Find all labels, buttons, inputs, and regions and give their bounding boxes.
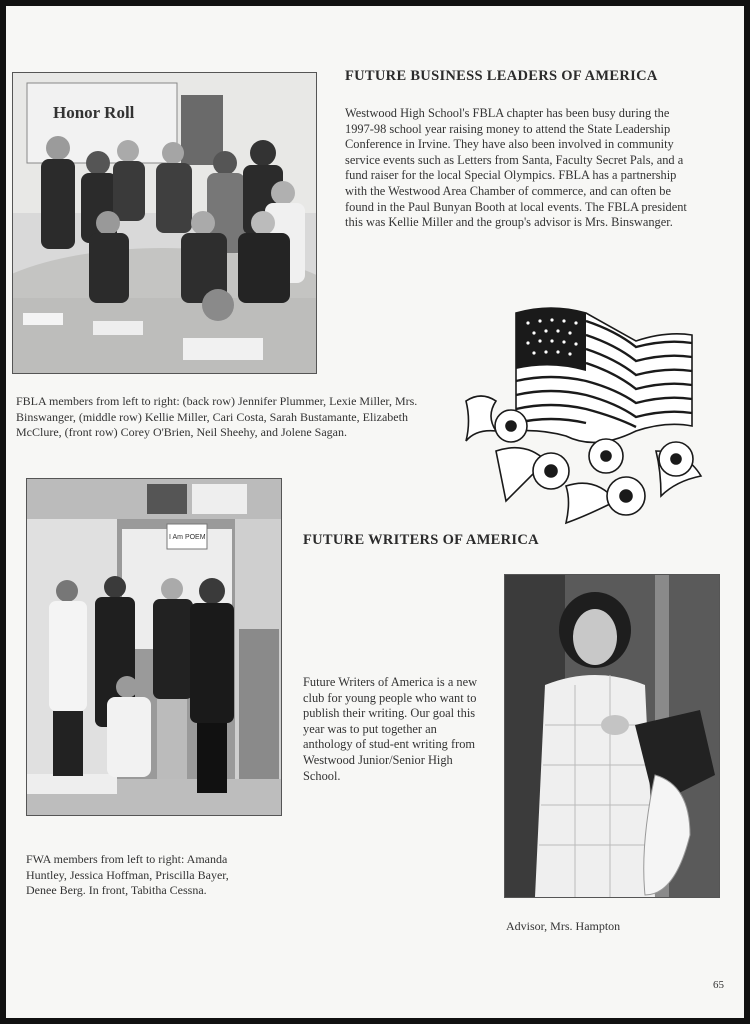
honor-roll-sign: Honor Roll xyxy=(53,103,135,122)
yearbook-page xyxy=(6,6,744,1018)
fwa-group-photo xyxy=(26,478,282,816)
american-flag-with-flowers-icon xyxy=(456,301,706,529)
fwa-photo-caption: FWA members from left to right: Amanda Huntley, Jessica Hoffman, Priscilla Bayer, Denee Berg. In front, Tabitha Cessna. xyxy=(26,852,229,897)
fwa-advisor-photo xyxy=(504,574,720,898)
fbla-group-photo xyxy=(12,72,317,374)
poem-sign: I Am POEM xyxy=(169,534,206,541)
fbla-description: Westwood High School's FBLA chapter has been busy during the 1997-98 school year raising money to attend the State Leadership Conference in Irvine. They have also been involved in community service events such as Letters from Santa, Faculty Secret Pals, and a fund raiser for the local Special Olympics. FBLA has a partnership with the Westwood Area Chamber of commerce, and can often be found in the Paul Bunyan Booth at local events. The FBLA president this was Kellie Miller and the group's advisor is Mrs. Binswanger. xyxy=(345,106,687,230)
fwa-description: Future Writers of America is a new club for young people who want to publish their writing. Our goal this year was to put together an anthology of stud-ent writing from Westwood Junior/Senior High School. xyxy=(303,675,478,783)
fwa-heading: FUTURE WRITERS OF AMERICA xyxy=(303,532,539,548)
advisor-caption: Advisor, Mrs. Hampton xyxy=(506,919,621,933)
page-number: 65 xyxy=(713,979,724,991)
fbla-photo-caption: FBLA members from left to right: (back row) Jennifer Plummer, Lexie Miller, Mrs. Binswanger, (middle row) Kellie Miller, Cari Costa, Sarah Bustamante, Elizabeth McClure, (front row) Corey O'Brien, Neil Sheehy, and Jolene Sagan. xyxy=(16,394,418,439)
fbla-heading: FUTURE BUSINESS LEADERS OF AMERICA xyxy=(345,68,658,84)
